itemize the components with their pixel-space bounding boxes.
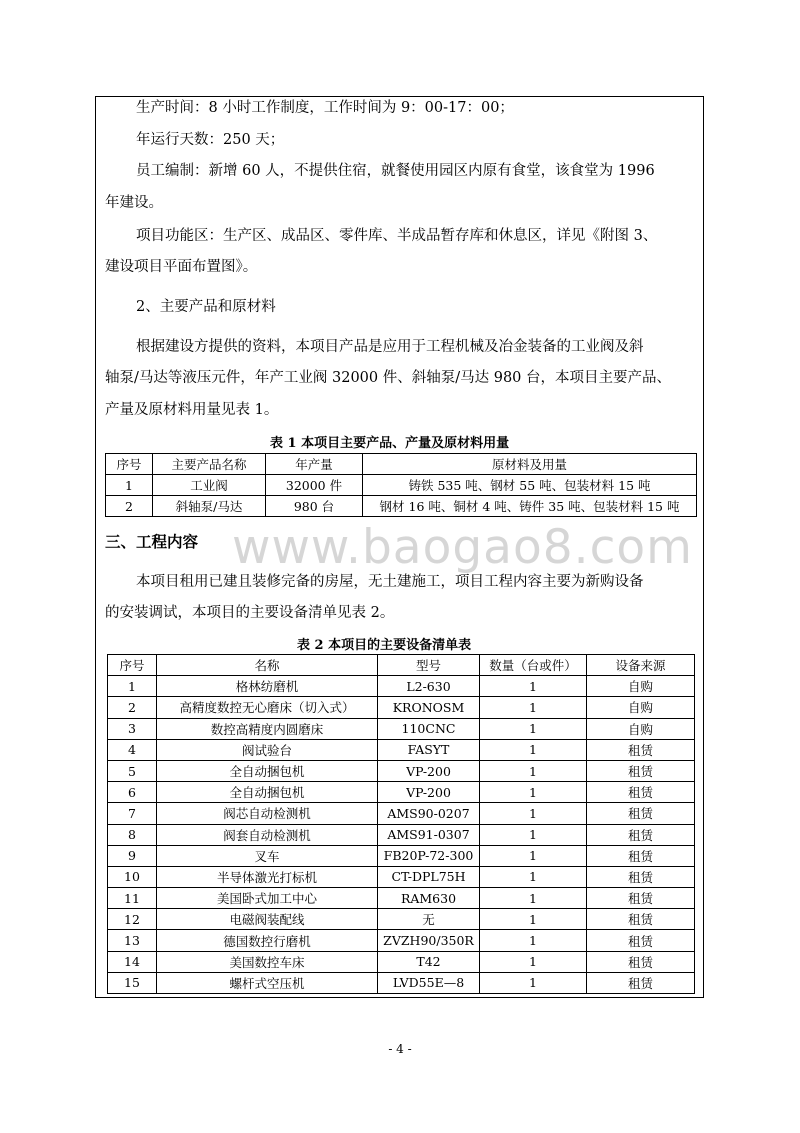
table-cell: 6	[108, 782, 157, 803]
paragraph-products-line3: 产量及原材料用量见表 1。	[105, 402, 279, 418]
table-cell: VP-200	[378, 782, 480, 803]
table-cell: 德国数控行磨机	[157, 930, 378, 951]
table-cell: KRONOSM	[378, 697, 480, 718]
table-cell: 数控高精度内圆磨床	[157, 718, 378, 739]
table-cell: 1	[480, 739, 587, 760]
table-row	[108, 697, 695, 718]
table-cell: T42	[378, 951, 480, 972]
table-header-cell: 原材料及用量	[363, 454, 697, 475]
paragraph-production-time: 生产时间：8 小时工作制度，工作时间为 9：00-17：00；	[136, 100, 514, 116]
table-cell: 2	[108, 697, 157, 718]
table-row	[108, 866, 695, 887]
paragraph-products-line2: 轴泵/马达等液压元件，年产工业阀 32000 件、斜轴泵/马达 980 台，本项目主要产品、	[105, 370, 672, 386]
table-cell: FB20P-72-300	[378, 845, 480, 866]
table1	[105, 453, 697, 517]
table-cell: 10	[108, 866, 157, 887]
table-cell: 1	[106, 475, 153, 496]
table-cell: 阀套自动检测机	[157, 824, 378, 845]
table-cell: 美国数控车床	[157, 951, 378, 972]
table-cell: 电磁阀装配线	[157, 909, 378, 930]
table-cell: 1	[480, 909, 587, 930]
table-cell: 租赁	[587, 803, 695, 824]
table-cell: 铸铁 535 吨、钢材 55 吨、包装材料 15 吨	[363, 475, 697, 496]
table-cell: RAM630	[378, 888, 480, 909]
table-row	[108, 888, 695, 909]
table-cell: 租赁	[587, 951, 695, 972]
table-row	[108, 909, 695, 930]
page-number: - 4 -	[388, 1042, 412, 1056]
table-cell: 11	[108, 888, 157, 909]
table-cell: 1	[480, 866, 587, 887]
table1-caption: 表 1 本项目主要产品、产量及原材料用量	[270, 436, 510, 451]
table-header-cell: 数量（台或件）	[480, 655, 587, 676]
table-cell: 1	[480, 760, 587, 781]
table-cell: 租赁	[587, 972, 695, 993]
table-cell: 半导体激光打标机	[157, 866, 378, 887]
section-2-title: 2、主要产品和原材料	[136, 299, 276, 315]
table-cell: 租赁	[587, 888, 695, 909]
table-cell: FASYT	[378, 739, 480, 760]
table-cell: 13	[108, 930, 157, 951]
table-header-cell: 序号	[106, 454, 153, 475]
table-cell: 租赁	[587, 909, 695, 930]
table-cell: 工业阀	[153, 475, 266, 496]
table-cell: 3	[108, 718, 157, 739]
table-cell: 钢材 16 吨、铜材 4 吨、铸件 35 吨、包装材料 15 吨	[363, 496, 697, 517]
table-cell: 自购	[587, 697, 695, 718]
table-cell: 1	[480, 676, 587, 697]
table-cell: VP-200	[378, 760, 480, 781]
paragraph-products-line1: 根据建设方提供的资料，本项目产品是应用于工程机械及冶金装备的工业阀及斜	[136, 339, 644, 355]
table-header-cell: 设备来源	[587, 655, 695, 676]
table-row	[108, 951, 695, 972]
table-cell: 租赁	[587, 930, 695, 951]
table-cell: 1	[480, 697, 587, 718]
table2-caption: 表 2 本项目的主要设备清单表	[297, 638, 472, 653]
table-cell: 1	[480, 845, 587, 866]
table-cell: 2	[106, 496, 153, 517]
paragraph-engineering-line1: 本项目租用已建且装修完备的房屋，无土建施工，项目工程内容主要为新购设备	[136, 574, 644, 590]
table-cell: 阀芯自动检测机	[157, 803, 378, 824]
table-cell: 全自动捆包机	[157, 782, 378, 803]
table-row	[108, 845, 695, 866]
table-row	[108, 824, 695, 845]
paragraph-operating-days: 年运行天数：250 天；	[136, 132, 285, 148]
table-cell: 全自动捆包机	[157, 760, 378, 781]
table-cell: 1	[480, 951, 587, 972]
paragraph-staff-line2: 年建设。	[105, 195, 163, 211]
table-cell: 12	[108, 909, 157, 930]
table-cell: 32000 件	[266, 475, 363, 496]
table-header-row	[108, 655, 695, 676]
table-row	[108, 676, 695, 697]
table-cell: L2-630	[378, 676, 480, 697]
table-header-cell: 年产量	[266, 454, 363, 475]
table-cell: 1	[108, 676, 157, 697]
paragraph-staff-line1: 员工编制：新增 60 人，不提供住宿，就餐使用园区内原有食堂，该食堂为 1996	[136, 163, 655, 179]
table-cell: 980 台	[266, 496, 363, 517]
watermark: www.baogao8.com	[232, 520, 693, 575]
table-cell: 格林纺磨机	[157, 676, 378, 697]
table-header-cell: 主要产品名称	[153, 454, 266, 475]
table-cell: 自购	[587, 676, 695, 697]
table-header-cell: 名称	[157, 655, 378, 676]
table-cell: 5	[108, 760, 157, 781]
table-cell: 租赁	[587, 866, 695, 887]
table-cell: 租赁	[587, 824, 695, 845]
table-cell: 1	[480, 782, 587, 803]
table-row	[108, 739, 695, 760]
table-cell: 租赁	[587, 739, 695, 760]
table-cell: 15	[108, 972, 157, 993]
table-cell: 1	[480, 718, 587, 739]
table-cell: 租赁	[587, 760, 695, 781]
table-cell: 110CNC	[378, 718, 480, 739]
table-cell: 1	[480, 930, 587, 951]
table-cell: 1	[480, 824, 587, 845]
table-cell: 1	[480, 972, 587, 993]
table-cell: LVD55E—8	[378, 972, 480, 993]
table-header-cell: 型号	[378, 655, 480, 676]
section-3-title: 三、工程内容	[105, 532, 199, 551]
table2	[107, 654, 695, 994]
paragraph-zones-line2: 建设项目平面布置图》。	[105, 259, 258, 275]
table-cell: 8	[108, 824, 157, 845]
table-cell: 斜轴泵/马达	[153, 496, 266, 517]
paragraph-zones-line1: 项目功能区：生产区、成品区、零件库、半成品暂存库和休息区，详见《附图 3、	[136, 228, 658, 244]
table-cell: 阀试验台	[157, 739, 378, 760]
table-row	[108, 718, 695, 739]
table-cell: 租赁	[587, 782, 695, 803]
table-cell: 7	[108, 803, 157, 824]
table-header-row	[106, 454, 697, 475]
paragraph-engineering-line2: 的安装调试，本项目的主要设备清单见表 2。	[105, 605, 395, 621]
table-cell: 1	[480, 888, 587, 909]
table-cell: ZVZH90/350R	[378, 930, 480, 951]
table-row	[106, 496, 697, 517]
table-row	[108, 782, 695, 803]
table-row	[108, 930, 695, 951]
table-cell: AMS91-0307	[378, 824, 480, 845]
table-row	[108, 972, 695, 993]
table-row	[106, 475, 697, 496]
table-cell: 叉车	[157, 845, 378, 866]
table-cell: CT-DPL75H	[378, 866, 480, 887]
table-cell: 14	[108, 951, 157, 972]
table-cell: 无	[378, 909, 480, 930]
table-cell: 租赁	[587, 845, 695, 866]
table-cell: 9	[108, 845, 157, 866]
table-cell: 4	[108, 739, 157, 760]
table-row	[108, 803, 695, 824]
table-row	[108, 760, 695, 781]
table-header-cell: 序号	[108, 655, 157, 676]
table-cell: 美国卧式加工中心	[157, 888, 378, 909]
table-cell: 高精度数控无心磨床（切入式）	[157, 697, 378, 718]
table-cell: 自购	[587, 718, 695, 739]
table-cell: 1	[480, 803, 587, 824]
table-cell: 螺杆式空压机	[157, 972, 378, 993]
table-cell: AMS90-0207	[378, 803, 480, 824]
